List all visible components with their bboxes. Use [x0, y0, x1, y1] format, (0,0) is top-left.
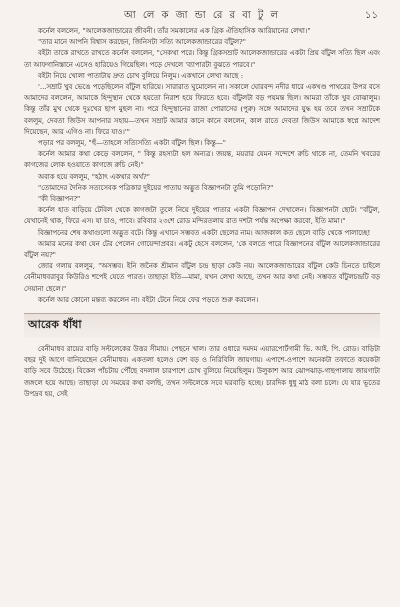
paragraph: অবাক হয়ে বললুম, "হঠাৎ একথার অর্থ?"	[38, 172, 150, 181]
paragraph: আমার মনের কথা যেন টের পেলেন গোয়েন্দাপ্রবর। একটু হেসে বললেন, 'কে বলতে পারে বিজ্ঞাপনের বাঁটুল আলেকজান্ডারের বাঁটুল নয়?"	[24, 239, 380, 260]
paragraph: বইটা তাকে রাখতে রাখতে কর্নেল বললেন, "সেকথা পরে। কিন্তু গ্রিকসম্রাট আলেকজান্ডারের একটা প্রিয় বাঁটুল সত্যি ছিল এবং তা আফগানিস্তানে এসেও হারিয়েও গিয়েছিল। পড়ে দেখলে 'ব্যাপারটা বুঝতে পারবে।"	[24, 49, 380, 69]
paragraph: "তোমাদের দৈনিক সত্যসেবক পত্রিকার দুইয়ের পাতায় অদ্ভুত বিজ্ঞাপনটা তুমি পড়োনি?"	[38, 183, 274, 192]
section-text	[24, 344, 380, 400]
running-header	[24, 8, 380, 26]
paragraph: '...সম্রাট খুব ভেঙে পড়েছিলেন বাঁটুল হারিয়ে। সারারাত ঘুমোলেন না। সকালে ঘোরবন্দ নদীর ধারে একখণ্ড পাথরের উপর বসে আমাদের বললেন, আমাকে হিন্দুস্থান থেকে হয়তো নিরাশ হয়ে ফিরতে হবে। বাঁটুলটা বড় পয়মন্ত ছিল। আমরা তাঁকে খুব বোঝালুম। কিন্তু তাঁর মুখ থেকে দুঃখের ছাপ মুছল না। পরে হিন্দুস্থানের রাজা পোরাসের (পুরু) সঙ্গে আমাদের যুদ্ধ হয় তবে তখন সম্রাটকে বললুম, দেবতা জিউস আপনার সহায়—তখন সম্রাট আমার কানে কানে বললেন, কাল রাতে দেবতা জিউস আমাকে স্বপ্নে আদেশ দিয়েছেন, আর এগিও না। ফিরে যাও।'"	[24, 83, 380, 136]
paragraph: বেনীমাধব রায়ের বাড়ি সল্টলেকের উত্তর সীমায়। পেছনে খাল। তার ওধারে দমদম এয়ারপোর্টগামী ভি. আই. পি. রোড। বাড়িটা বছর দুই আগে বানিয়েছেন বেনীমাধব। একতলা হলেও বেশ বড় ও নিরিবিলি জায়গায়। এপাশে-ওপাশে অনেকটা তফাতে কয়েকটা বাড়ি সবে উঠেছে। বিকেল পাঁচটায় পৌঁছে বদলাল চারপাশে চোখ বুলিয়ে নিয়েছিলুম। উলুকাশ আর ঝোপঝাড়-গাছপালায় জায়গাটা জঙ্গলে হয়ে আছে। তাছাড়া যে সময়ের কথা বলছি, তখন সল্টলেকে সবে ঘরবাড়ি হচ্ছে। চারদিক ধুধু মাঠ বলা চলে। যে যার ভূতের উপদ্রব হয়, সেই	[24, 345, 380, 398]
paragraph: পড়ার পর বললুম, "হুঁ—তাহলে সত্যিসত্যি একটা বাঁটুল ছিল। কিন্তু—"	[38, 139, 226, 148]
paragraph: বইটা নিয়ে খোলা পাতাটায় দ্রুত চোখ বুলিয়ে নিলুম। একখানে লেখা আছে :	[38, 71, 244, 80]
main-text	[24, 26, 380, 306]
paragraph: জোর গলায় বললুম, "অসম্ভব। ইনি জনৈক শ্রীমান বাঁটুল চন্দ্র ছাড়া কেউ নয়। আলেকজান্ডারের বাঁটুল কেউ চিনতে চাইলে বেনীমাধবরাবুর কিউরিও শপেই যেতে পারত। তাছাড়া ইতি—মামা, যখন লেখা আছে, তখন আর কথা নেই। সম্ভবত বাঁটুলচন্দ্রটি বড় সেয়ানা ছেলে।"	[24, 262, 380, 293]
paragraph: কর্নেল আমার কথা কেড়ে বললেন, " কিন্তু রহস্যটা হল অন্যত্র। জয়ন্ত, ময়রার যেমন সন্দেশে রুচি থাকে না, তেমনি খবরের কাগজের লোক হওয়াতে কাগজে রুচি নেই।"	[24, 150, 380, 170]
paragraph: কর্নেল আর কোনো মন্তব্য করলেন না। বইটা টেনে নিয়ে ফের পড়তে শুরু করলেন।	[38, 295, 259, 304]
paragraph: কর্নেল বললেন, "আলেকজান্ডারের জীবনী। তাঁর সমকালের এক গ্রিক ঐতিহাসিক আরিয়ানের লেখা।"	[38, 27, 311, 35]
paragraph: কর্নেল হাত বাড়িয়ে টেবিল থেকে কাগজটা তুলে নিয়ে দুইয়ের পাতার একটা বিজ্ঞাপন দেখালেন। বিজ্ঞাপনটা ছোট। "বাঁটুল, যেখানেই থাক, ফিরে এস। যা চাও, পাবে। রবিবার ২৩শে রোড মন্দিরতলায় রাত দশটা পর্যন্ত অপেক্ষা করবো, ইতি মামা।"	[24, 206, 380, 226]
paragraph: বিজ্ঞাপনের শেষ কথাগুলো অদ্ভুত বটে। কিন্তু এখানে সম্ভবত একটা ছেলের নাম। আজকাল কত ছেলে বাড়ি থেকে পালাচ্ছে!	[38, 228, 371, 237]
paragraph: "তার মানে আপনি বিশ্বাস করছেন, জিনিসটা সত্যি আলেকজান্ডারের বাঁটুল?"	[38, 38, 246, 47]
paragraph: "কী বিজ্ঞাপন?"	[38, 195, 81, 204]
section-heading: আরেক ধাঁধা	[24, 313, 380, 338]
book-title: আ লে ক জা ন্ডা রে র বা টু ল	[124, 10, 280, 21]
page-number: ১১	[365, 10, 378, 21]
